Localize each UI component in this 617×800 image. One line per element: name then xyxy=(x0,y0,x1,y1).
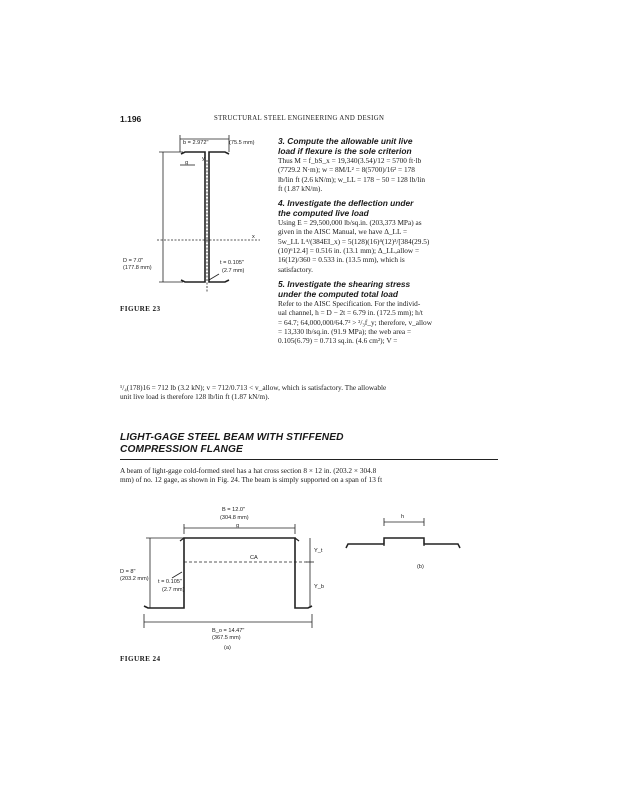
step-3-line-4: ft (1.87 kN/m). xyxy=(278,183,323,193)
step-5-line-4: = 13,330 lb/sq.in. (91.9 MPa); the web area = xyxy=(278,326,412,336)
fig24-bo-mm-label: (367.5 mm) xyxy=(212,635,241,641)
fig23-d-mm-label: (177.8 mm) xyxy=(123,265,152,271)
step-4-line-4: (10)⁶12.4] = 0.516 in. (13.1 mm); Δ_LL,allow = xyxy=(278,246,420,256)
page-number: 1.196 xyxy=(120,114,142,124)
fig24-b-label: B = 12.0" xyxy=(222,507,245,513)
step-5-line-3: = 64.7; 64,000,000/64.7² > ²/₃f_y; therefore, v_allow xyxy=(278,317,432,327)
fig24-t-mm-label: (2.7 mm) xyxy=(162,587,185,593)
fig23-t-mm-label: (2.7 mm) xyxy=(222,268,245,274)
step-3-line-3: lb/lin ft (2.6 kN/m); w_LL = 178 − 50 = 128 lb/lin xyxy=(278,174,426,184)
full-line-2: unit live load is therefore 128 lb/lin ft (1.87 kN/m). xyxy=(120,392,270,401)
fig24-d-label: D = 8" xyxy=(120,569,136,575)
fig24-bo-label: B_o = 14.47" xyxy=(212,628,245,634)
step-4-line-3: 5w_LL L⁴/(384EI_x) = 5(128)(16)⁴(12)³/[384(29.5) xyxy=(278,236,430,246)
figure-24-caption: FIGURE 24 xyxy=(120,655,161,663)
step-3-heading: 3. Compute the allowable unit live load if flexure is the sole criterion xyxy=(278,136,413,156)
step-5-line-2: ual channel, h = D − 2t = 6.79 in. (172.5 mm); h/t xyxy=(278,308,423,318)
fig23-b-label: b = 2.972" xyxy=(183,140,209,146)
fig23-g-label: g xyxy=(185,160,189,166)
step-4-line-1: Using E = 29,500,000 lb/sq.in. (203,373 MPa) as xyxy=(278,218,422,228)
figure-23-drawing xyxy=(125,132,275,302)
fig23-d-label: D = 7.0" xyxy=(123,258,144,264)
fig24-t-label: t = 0.105" xyxy=(158,579,182,585)
step-5-heading: 5. Investigate the shearing stress under the computed total load xyxy=(278,278,411,299)
fig23-t-label: t = 0.105" xyxy=(220,260,244,266)
fig23-y-label: y xyxy=(202,156,205,162)
full-line-1: ¹/₄(178)16 = 712 lb (3.2 kN); v = 712/0.713 < v_allow, which is satisfactory. The allowable xyxy=(120,383,387,392)
section-rule xyxy=(120,459,498,460)
section-heading: LIGHT-GAGE STEEL BEAM WITH STIFFENED COMPRESSION FLANGE xyxy=(120,432,344,455)
fig23-b-mm-label: (75.5 mm) xyxy=(229,140,255,146)
step-5-line-5: 0.105(6.79) = 0.713 sq.in. (4.6 cm²); V = xyxy=(278,336,398,346)
step-3-line-1: Thus M = f_bS_x = 19,340(3.54)/12 = 5700 ft·lb xyxy=(278,156,422,165)
figure-24a-drawing xyxy=(120,498,340,653)
figure-24b-drawing xyxy=(340,510,470,580)
fig24-a-label: (a) xyxy=(224,645,231,651)
fig24-g-label: g xyxy=(236,523,240,529)
steps-column xyxy=(278,136,496,345)
step-4-line-6: satisfactory. xyxy=(278,264,313,274)
section-line-2: mm) of no. 12 gage, as shown in Fig. 24. The beam is simply supported on a span of 13 ft xyxy=(120,475,383,484)
fig24-yb-label: Y_b xyxy=(314,584,324,590)
figure-23-caption: FIGURE 23 xyxy=(120,305,161,313)
step-4-line-5: 16(12)/360 = 0.533 in. (13.5 mm), which is xyxy=(278,255,405,265)
step-3-line-2: (7729.2 N·m); w = 8M/L² = 8(5700)/16² = 178 xyxy=(278,165,415,175)
fig24-b-mm-label: (304.8 mm) xyxy=(220,515,249,521)
fig24b-b-label: (b) xyxy=(417,564,424,570)
fig23-x-label: x xyxy=(252,234,255,240)
fig24b-h-label: h xyxy=(401,514,405,520)
step-4-line-2: given in the AISC Manual, we have Δ_LL = xyxy=(278,227,408,237)
section-line-1: A beam of light-gage cold-formed steel has a hat cross section 8 × 12 in. (203.2 × 304.8 xyxy=(120,466,377,475)
fig24-yt-label: Y_t xyxy=(314,548,323,554)
step-5-line-1: Refer to the AISC Specification. For the individ- xyxy=(278,298,421,308)
step-4-heading: 4. Investigate the deflection under the computed live load xyxy=(278,198,414,219)
fig24-ca-label: CA xyxy=(250,555,258,561)
running-title: STRUCTURAL STEEL ENGINEERING AND DESIGN xyxy=(214,115,385,122)
fig24-d-mm-label: (203.2 mm) xyxy=(120,576,149,582)
